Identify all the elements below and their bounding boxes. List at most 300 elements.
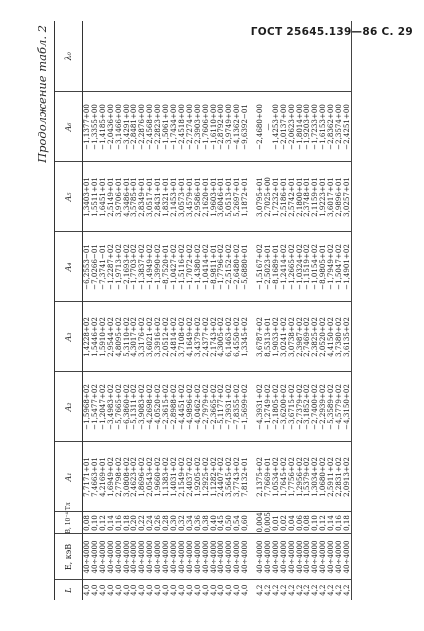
col-header-a6: A₆ <box>55 92 83 162</box>
energy-range: 40÷4000 <box>138 534 146 580</box>
a4-value: −2,6480+02 <box>233 232 241 302</box>
a3-value: 2,4814+02 <box>170 302 178 372</box>
lambda0-value <box>296 21 304 92</box>
col-header-b: B, 10⁻⁴ Тл <box>55 512 83 534</box>
l-value: 4,0 <box>145 584 155 596</box>
a4-value: −1,2665+02 <box>288 232 296 302</box>
lambda0-value <box>91 21 99 92</box>
a6-value: −3,4291+00 <box>123 92 131 162</box>
a1-value: 1,4031+02 <box>170 442 178 512</box>
a4-value: −6,2553−01 <box>83 232 91 302</box>
a3-value: 3,0241+02 <box>280 302 288 372</box>
col-header-a5: A₅ <box>55 162 83 232</box>
a3-value: 2,3987+02 <box>296 302 304 372</box>
a6-value: −1,6153+00 <box>319 92 327 162</box>
a6-value: −2,8362+00 <box>327 92 335 162</box>
lambda0-value <box>327 21 335 92</box>
l-value: 4,0 <box>137 584 147 596</box>
a4-value: −1,5167+02 <box>256 232 264 302</box>
a1-value: 1,9205+02 <box>194 442 202 512</box>
b-value: 0,14 <box>327 512 335 534</box>
a3-value: 1,5910+02 <box>99 302 107 372</box>
l-value: 4,0 <box>153 584 163 596</box>
l-value: 4,0 <box>224 584 234 596</box>
a2-value: −4,0462+02 <box>194 372 202 442</box>
l-value: 4,0 <box>129 584 139 596</box>
col-header-a1: A₁ <box>55 442 83 512</box>
a5-value: 5,2697+01 <box>233 162 241 232</box>
b-value: 0,14 <box>107 512 115 534</box>
b-value: 0,08 <box>83 512 91 534</box>
a1-value: 1,2925+02 <box>202 442 210 512</box>
b-value: 0,60 <box>241 512 249 534</box>
l-value: 4,0 <box>184 584 194 596</box>
a1-value: 4,2169+01 <box>99 442 107 512</box>
a1-value: 7,4663+01 <box>91 442 99 512</box>
a1-value: 1,2956+02 <box>296 442 304 512</box>
a1-value: 1,9660+02 <box>154 442 162 512</box>
coefficients-table <box>54 21 352 600</box>
b-value: 0,10 <box>311 512 319 534</box>
a1-value: 1,1383+02 <box>162 442 170 512</box>
a2-value: −2,7400+02 <box>311 372 319 442</box>
a2-value: −3,4983+02 <box>107 372 115 442</box>
b-value: 0,18 <box>123 512 131 534</box>
energy-range: 40÷4000 <box>115 534 123 580</box>
l-value: 4,0 <box>232 584 242 596</box>
energy-range: 40÷4000 <box>154 534 162 580</box>
a1-value: 2,5911+02 <box>327 442 335 512</box>
a1-value: 1,8696+02 <box>138 442 146 512</box>
b-value: 0,24 <box>146 512 154 534</box>
a5-value: 1,9223+01 <box>319 162 327 232</box>
a4-value: −1,3990+02 <box>154 232 162 302</box>
energy-range: 40÷4000 <box>202 534 210 580</box>
lambda0-value <box>233 21 241 92</box>
a3-value: 2,1743+02 <box>210 302 218 372</box>
a3-value: 3,7380+02 <box>335 302 343 372</box>
a6-value: −2,0137+00 <box>280 92 288 162</box>
l-value: 4,0 <box>161 584 171 596</box>
a6-value: −1,4185+00 <box>99 92 107 162</box>
a3-value: 2,9544+02 <box>107 302 115 372</box>
lambda0-value <box>83 21 91 92</box>
a5-value: 3,0573+01 <box>178 162 186 232</box>
a3-value: 2,7469+02 <box>303 302 311 372</box>
lambda0-value <box>178 21 186 92</box>
a2-value: −5,7665+02 <box>115 372 123 442</box>
l-value: 4,0 <box>216 584 226 596</box>
a5-value: 2,5186+01 <box>280 162 288 232</box>
a2-value: −4,5779+02 <box>335 372 343 442</box>
b-value: 0,12 <box>99 512 107 534</box>
l-value: 4,0 <box>208 584 218 596</box>
a6-value: −1,9203+00 <box>303 92 311 162</box>
lambda0-value <box>130 21 138 92</box>
energy-range: 40÷4000 <box>311 534 319 580</box>
table-row <box>241 21 249 600</box>
b-value: 0,01 <box>272 512 280 534</box>
a6-value: −2,0436+00 <box>107 92 115 162</box>
a2-value: −2,2939+02 <box>319 372 327 442</box>
col-header-a4: A₄ <box>55 232 83 302</box>
a3-value: 6,4550+02 <box>233 302 241 372</box>
lambda0-value <box>272 21 280 92</box>
a1-value: 1,7756+02 <box>288 442 296 512</box>
a3-value: 1,9033+02 <box>272 302 280 372</box>
a3-value: 2,0520+02 <box>319 302 327 372</box>
a5-value: 2,1800+01 <box>296 162 304 232</box>
a6-value: — <box>264 92 272 162</box>
a2-value: −5,1311+02 <box>130 372 138 442</box>
energy-range: 40÷4000 <box>303 534 311 580</box>
a5-value: 4,3486+01 <box>123 162 131 232</box>
a1-value: 2,0543+02 <box>146 442 154 512</box>
a4-value: −7,3741−01 <box>99 232 107 302</box>
a4-value: −1,4949+02 <box>146 232 154 302</box>
a5-value: 1,5511+01 <box>91 162 99 232</box>
energy-range: 40÷4000 <box>280 534 288 580</box>
a1-value: 1,0680+02 <box>319 442 327 512</box>
lambda0-value <box>343 21 351 92</box>
a5-value: 2,5742+01 <box>288 162 296 232</box>
a2-value: −5,3589+02 <box>327 372 335 442</box>
a2-value: −2,7379+02 <box>296 372 304 442</box>
table-caption: Продолжение табл. 2 <box>35 25 49 163</box>
a5-value: 1,3403+01 <box>83 162 91 232</box>
energy-range: 40÷4000 <box>130 534 138 580</box>
l-value: 4,0 <box>121 584 131 596</box>
a1-value: 1,5379+02 <box>303 442 311 512</box>
energy-range: 40÷4000 <box>123 534 131 580</box>
a2-value: −4,3150+02 <box>343 372 351 442</box>
a5-value: 3,9706+01 <box>115 162 123 232</box>
b-value: 0,32 <box>178 512 186 534</box>
a5-value: 1,8321+01 <box>162 162 170 232</box>
a6-value: −3,1466+00 <box>115 92 123 162</box>
b-value: 0,10 <box>91 512 99 534</box>
a2-value: −6,3860+02 <box>123 372 131 442</box>
a6-value: −2,0623+00 <box>288 92 296 162</box>
a5-value: 2,1620+01 <box>202 162 210 232</box>
l-value: 4,2 <box>334 584 344 596</box>
l-value: 4,0 <box>82 584 91 596</box>
a3-value: 3,3176+02 <box>138 302 146 372</box>
a6-value: −2,3574+00 <box>335 92 343 162</box>
a3-value: 2,3825+02 <box>311 302 319 372</box>
a4-value: −1,2287+02 <box>107 232 115 302</box>
lambda0-value <box>280 21 288 92</box>
a2-value: −2,1805+02 <box>272 372 280 442</box>
lambda0-value <box>162 21 170 92</box>
a2-value: −4,4451+02 <box>178 372 186 442</box>
b-value: 0,04 <box>288 512 296 534</box>
l-value: 4,0 <box>176 584 186 596</box>
energy-range: 40÷4000 <box>194 534 202 580</box>
a6-value: −2,4568+00 <box>146 92 154 162</box>
a1-value: 2,4407+02 <box>217 442 225 512</box>
a2-value: −4,3931+02 <box>256 372 264 442</box>
a5-value: 2,7025+00 <box>264 162 272 232</box>
a6-value: −2,7274+00 <box>186 92 194 162</box>
a1-value: 7,8132+01 <box>241 442 249 512</box>
a3-value: 3,7108+02 <box>178 302 186 372</box>
a6-value: −1,7434+00 <box>170 92 178 162</box>
a3-value: 1,4228+02 <box>83 302 91 372</box>
b-value: 0,36 <box>194 512 202 534</box>
a2-value: −4,0520+02 <box>154 372 162 442</box>
l-value: 4,0 <box>113 584 123 596</box>
energy-range: 40÷4000 <box>170 534 178 580</box>
a5-value: 1,6451+01 <box>99 162 107 232</box>
col-header-a3: A₃ <box>55 302 83 372</box>
a5-value: 5,0513+01 <box>225 162 233 232</box>
table-body <box>83 21 352 600</box>
energy-range: 40÷4000 <box>327 534 335 580</box>
a6-value: −2,8792+00 <box>217 92 225 162</box>
a1-value: 3,5645+02 <box>225 442 233 512</box>
lambda0-value <box>115 21 123 92</box>
a5-value: 2,1159+01 <box>311 162 319 232</box>
a4-value: −7,0266−01 <box>91 232 99 302</box>
energy-range: 40÷4000 <box>83 534 91 580</box>
a4-value: −1,0414+02 <box>202 232 210 302</box>
energy-range: 40÷4000 <box>343 534 351 580</box>
a6-value: −1,4253+00 <box>272 92 280 162</box>
lambda0-value <box>319 21 327 92</box>
page-header: ГОСТ 25645.139—86 С. 29 <box>250 26 413 38</box>
a3-value: 1,5446+02 <box>91 302 99 372</box>
a6-value: −2,8481+00 <box>130 92 138 162</box>
col-header-a2: A₂ <box>55 372 83 442</box>
a4-value: −1,0154+02 <box>311 232 319 302</box>
lambda0-value <box>123 21 131 92</box>
a5-value: 3,0795+01 <box>256 162 264 232</box>
l-value: 4,2 <box>302 584 312 596</box>
a1-value: 1,0534+02 <box>272 442 280 512</box>
b-value: 0,50 <box>225 512 233 534</box>
lambda0-value <box>99 21 107 92</box>
a5-value: 3,0517+01 <box>146 162 154 232</box>
b-value: 0,005 <box>262 512 272 533</box>
b-value: 0,02 <box>280 512 288 534</box>
b-value: 0,22 <box>138 512 146 534</box>
lambda0-value <box>288 21 296 92</box>
a6-value: −9,6392−01 <box>241 92 249 162</box>
a2-value: −3,1852+02 <box>303 372 311 442</box>
a2-value: −3,6200+02 <box>280 372 288 442</box>
a2-value: −1,2749+02 <box>264 372 272 442</box>
a5-value: 2,3748+01 <box>303 162 311 232</box>
energy-range: 40÷4000 <box>178 534 186 580</box>
lambda0-value <box>241 21 249 92</box>
a4-value: −8,9811+01 <box>210 232 218 302</box>
l-value: 4,0 <box>168 584 178 596</box>
a2-value: −2,3615+02 <box>162 372 170 442</box>
a2-value: −1,5968+02 <box>83 372 91 442</box>
a5-value: 2,1453+01 <box>170 162 178 232</box>
b-value: 0,40 <box>210 512 218 534</box>
a4-value: −1,4380+02 <box>194 232 202 302</box>
table-row <box>343 21 351 600</box>
a3-value: 5,3110+02 <box>123 302 131 372</box>
a2-value: −2,7979+02 <box>202 372 210 442</box>
lambda0-value <box>264 21 272 92</box>
b-value: 0,54 <box>233 512 241 534</box>
a4-value: −1,3837+02 <box>138 232 146 302</box>
a1-value: 2,2831+02 <box>335 442 343 512</box>
rotated-table-area <box>35 21 411 600</box>
b-value: 0,45 <box>217 512 225 534</box>
a5-value: 3,4579+01 <box>186 162 194 232</box>
lambda0-value <box>146 21 154 92</box>
lambda0-value <box>217 21 225 92</box>
a5-value: 2,9896+01 <box>335 162 343 232</box>
a6-value: −2,3903+00 <box>194 92 202 162</box>
energy-range: 40÷4000 <box>296 534 304 580</box>
a6-value: −3,9749+00 <box>225 92 233 162</box>
l-value: 4,0 <box>89 584 99 596</box>
a4-value: −1,0324+02 <box>296 232 304 302</box>
l-value: 4,2 <box>255 584 265 596</box>
energy-range: 40÷4000 <box>99 534 107 580</box>
a3-value: 8,5313+01 <box>264 302 272 372</box>
a1-value: 3,0808+02 <box>123 442 131 512</box>
a3-value: 1,3345+02 <box>241 302 249 372</box>
a2-value: −1,2047+02 <box>99 372 107 442</box>
energy-range: 40÷4000 <box>146 534 154 580</box>
a1-value: 2,7798+02 <box>115 442 123 512</box>
a2-value: −4,9896+02 <box>186 372 194 442</box>
a1-value: 2,1375+02 <box>256 442 264 512</box>
b-value: 0,20 <box>130 512 138 534</box>
a6-value: −1,6110+00 <box>210 92 218 162</box>
a4-value: −1,4901+02 <box>343 232 351 302</box>
col-header-l: L <box>55 580 83 600</box>
energy-range: 40÷4000 <box>241 534 249 580</box>
energy-range: 40÷4000 <box>162 534 170 580</box>
a6-value: −4,1362+00 <box>233 92 241 162</box>
b-value: 0,08 <box>303 512 311 534</box>
energy-range: 40÷4000 <box>272 534 280 580</box>
a6-value: −1,8014+00 <box>296 92 304 162</box>
a3-value: 3,6021+02 <box>146 302 154 372</box>
a6-value: −1,7606+00 <box>202 92 210 162</box>
energy-range: 40÷4000 <box>233 534 241 580</box>
l-value: 4,0 <box>200 584 210 596</box>
a2-value: −1,5477+02 <box>91 372 99 442</box>
a4-value: −1,5116+02 <box>178 232 186 302</box>
a5-value: 3,6017+01 <box>327 162 335 232</box>
energy-range: 40÷4000 <box>225 534 233 580</box>
a5-value: 2,8431+01 <box>154 162 162 232</box>
a5-value: 2,8349+01 <box>138 162 146 232</box>
energy-range: 40÷4000 <box>319 534 327 580</box>
energy-range: 40÷4000 <box>217 534 225 580</box>
a2-value: −1,5699+02 <box>241 372 249 442</box>
a3-value: 3,0738+02 <box>288 302 296 372</box>
a4-value: −1,9713+02 <box>115 232 123 302</box>
a1-value: 7,7171+01 <box>83 442 91 512</box>
lambda0-value <box>225 21 233 92</box>
a3-value: 3,3916+02 <box>154 302 162 372</box>
a1-value: 1,3034+02 <box>311 442 319 512</box>
a6-value: −1,5061+00 <box>162 92 170 162</box>
b-value: 0,16 <box>115 512 123 534</box>
a3-value: 3,6787+02 <box>256 302 264 372</box>
lambda0-value <box>186 21 194 92</box>
a3-value: 4,8095+02 <box>115 302 123 372</box>
lambda0-value <box>107 21 115 92</box>
a6-value: −2,4518+00 <box>178 92 186 162</box>
a1-value: 1,6949+02 <box>107 442 115 512</box>
l-value: 4,2 <box>286 584 296 596</box>
table-header-row <box>55 21 83 600</box>
b-value: 0,38 <box>202 512 210 534</box>
a4-value: −2,5023+01 <box>264 232 272 302</box>
a2-value: −7,8355+02 <box>233 372 241 442</box>
a4-value: −1,7796+02 <box>217 232 225 302</box>
lambda0-value <box>303 21 311 92</box>
lambda0-value <box>335 21 343 92</box>
a2-value: −2,3665+02 <box>210 372 218 442</box>
a4-value: −8,1689+01 <box>272 232 280 302</box>
col-header-lambda0: λ₀ <box>55 21 83 92</box>
a5-value: 3,0257+01 <box>343 162 351 232</box>
a3-value: 2,4377+02 <box>202 302 210 372</box>
spacer-cell <box>249 21 256 92</box>
a4-value: −2,1693+02 <box>123 232 131 302</box>
b-value: 0,06 <box>296 512 304 534</box>
l-value: 4,0 <box>192 584 202 596</box>
l-value: 4,2 <box>270 584 280 596</box>
a3-value: 4,3017+02 <box>130 302 138 372</box>
energy-range: 40÷4000 <box>335 534 343 580</box>
l-value: 4,2 <box>326 584 336 596</box>
a1-value: 2,0913+02 <box>343 442 351 512</box>
l-value: 4,2 <box>262 584 272 596</box>
a3-value: 4,3005+02 <box>217 302 225 372</box>
l-value: 4,0 <box>240 584 250 596</box>
a6-value: −1,3355+00 <box>91 92 99 162</box>
a5-value: 2,5149+01 <box>107 162 115 232</box>
lambda0-value <box>311 21 319 92</box>
b-value: 0,12 <box>319 512 327 534</box>
a5-value: 2,9586+01 <box>194 162 202 232</box>
lambda0-value <box>138 21 146 92</box>
a6-value: −2,2876+00 <box>138 92 146 162</box>
b-value: 0,26 <box>154 512 162 534</box>
a1-value: 2,4623+02 <box>130 442 138 512</box>
energy-range: 40÷4000 <box>264 534 272 580</box>
a4-value: −1,7072+02 <box>186 232 194 302</box>
a2-value: −5,1177+02 <box>217 372 225 442</box>
l-value: 4,2 <box>278 584 288 596</box>
a4-value: −1,7703+02 <box>130 232 138 302</box>
a4-value: −1,5047+02 <box>335 232 343 302</box>
a4-value: −1,0427+02 <box>170 232 178 302</box>
energy-range: 40÷4000 <box>288 534 296 580</box>
energy-range: 40÷4000 <box>210 534 218 580</box>
a1-value: 1,7645+02 <box>280 442 288 512</box>
lambda0-value <box>170 21 178 92</box>
a3-value: 4,4150+02 <box>327 302 335 372</box>
a4-value: −1,1519+02 <box>303 232 311 302</box>
a3-value: 3,6135+02 <box>343 302 351 372</box>
b-value: 0,30 <box>170 512 178 534</box>
a2-value: −4,2698+02 <box>146 372 154 442</box>
a6-value: −1,7233+00 <box>311 92 319 162</box>
